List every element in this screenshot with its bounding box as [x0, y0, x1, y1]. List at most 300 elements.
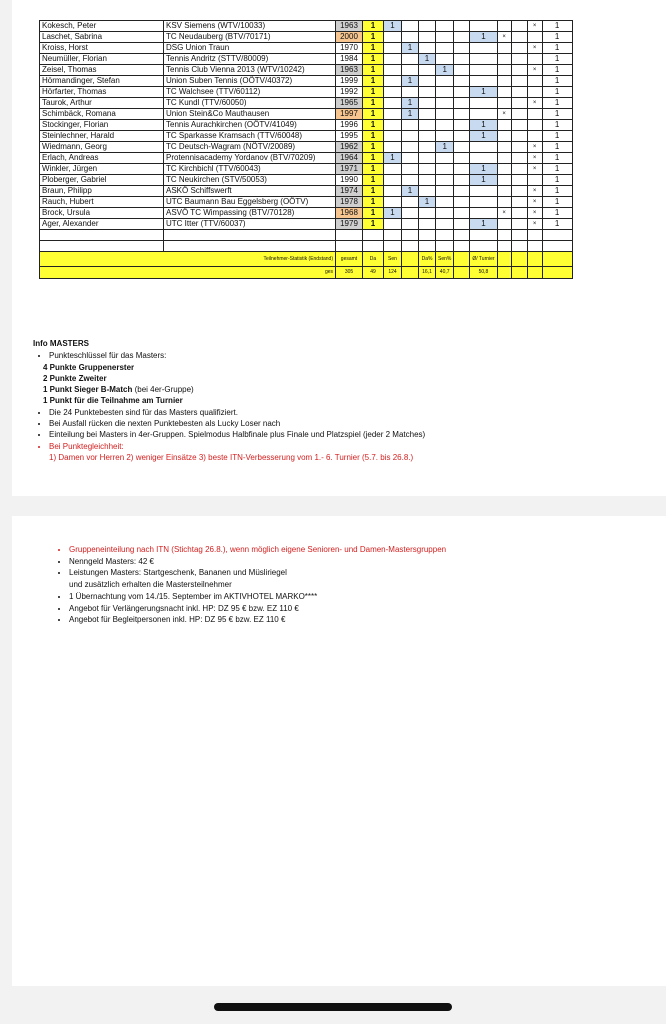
cell-col8 — [527, 54, 542, 65]
player-name: Neumüller, Florian — [40, 54, 164, 65]
tie-rule: 1) Damen vor Herren 2) weniger Einsätze 3) beste ITN-Verbesserung vom 1.- 6. Turnier (5.7. bis 26.8.) — [49, 452, 414, 462]
cell-col8: × — [527, 219, 542, 230]
cell-col4 — [419, 21, 436, 32]
birth-year: 2000 — [336, 32, 363, 43]
cell-col6 — [470, 21, 497, 32]
cell-col8 — [527, 32, 542, 43]
info2-bullet-hotel: • 1 Übernachtung vom 14./15. September im AKTIVHOTEL MARKO**** — [69, 591, 619, 603]
cell-col8 — [527, 87, 542, 98]
table-row — [40, 98, 573, 109]
stats-gen-label: ges — [40, 267, 336, 279]
cell-col3 — [402, 197, 419, 208]
cell-col3 — [402, 131, 419, 142]
player-name: Ager, Alexander — [40, 219, 164, 230]
cell-empty — [454, 32, 470, 43]
cell-col6: 1 — [470, 32, 497, 43]
player-name: Hörfarter, Thomas — [40, 87, 164, 98]
cell-col5 — [436, 98, 454, 109]
cell-col7 — [497, 54, 511, 65]
birth-year: 1965 — [336, 98, 363, 109]
cell-col3 — [402, 87, 419, 98]
cell-col4 — [419, 131, 436, 142]
cell-col4 — [419, 153, 436, 164]
cell-empty — [454, 175, 470, 186]
table-row — [40, 208, 573, 219]
player-name: Winkler, Jürgen — [40, 164, 164, 175]
cell-col6 — [470, 142, 497, 153]
cell-col4 — [419, 32, 436, 43]
cell-col6 — [470, 98, 497, 109]
table-row — [40, 43, 573, 54]
cell-col9: 1 — [542, 65, 572, 76]
player-name: Laschet, Sabrina — [40, 32, 164, 43]
cell-col2 — [384, 65, 402, 76]
cell-col1: 1 — [363, 109, 384, 120]
cell-empty — [454, 208, 470, 219]
stats-value-da: 49 — [363, 267, 384, 279]
birth-year: 1974 — [336, 186, 363, 197]
cell-col5 — [436, 219, 454, 230]
cell-col2 — [384, 32, 402, 43]
cell-col3: 1 — [402, 109, 419, 120]
cell-col4 — [419, 208, 436, 219]
cell-col5 — [436, 109, 454, 120]
cell-empty — [454, 54, 470, 65]
cell-col6: 1 — [470, 164, 497, 175]
stats-value-sen: 124 — [384, 267, 402, 279]
info-bullet-groups: • Einteilung bei Masters in 4er-Gruppen. Spielmodus Halbfinale plus Finale und Platzspiel (jeder 2 Matches) — [49, 429, 633, 440]
table-row — [40, 142, 573, 153]
cell-col2 — [384, 197, 402, 208]
cell-col6 — [470, 208, 497, 219]
club-name: DSG Union Traun — [164, 43, 336, 54]
cell-col6 — [470, 43, 497, 54]
birth-year: 1997 — [336, 109, 363, 120]
cell-empty — [454, 120, 470, 131]
cell-col3 — [402, 65, 419, 76]
cell-col2 — [384, 109, 402, 120]
cell-col9: 1 — [542, 164, 572, 175]
birth-year: 1999 — [336, 76, 363, 87]
cell-col2 — [384, 142, 402, 153]
cell-col1: 1 — [363, 175, 384, 186]
cell-col2 — [384, 164, 402, 175]
info-bullet-lucky-loser: • Bei Ausfall rücken die nexten Punktebesten als Lucky Loser nach — [49, 418, 633, 429]
cell-col4 — [419, 120, 436, 131]
cell-col4 — [419, 87, 436, 98]
cell-col7 — [497, 120, 511, 131]
cell-col3 — [402, 54, 419, 65]
cell-col4 — [419, 109, 436, 120]
cell-col3 — [402, 120, 419, 131]
cell-empty — [511, 65, 527, 76]
cell-col4 — [419, 142, 436, 153]
cell-col6 — [470, 65, 497, 76]
cell-col1: 1 — [363, 164, 384, 175]
birth-year: 1970 — [336, 43, 363, 54]
cell-col8 — [527, 131, 542, 142]
table-row — [40, 109, 573, 120]
club-name: Union Suben Tennis (OÖTV/40372) — [164, 76, 336, 87]
cell-empty — [454, 219, 470, 230]
cell-col6 — [470, 197, 497, 208]
cell-col5 — [436, 32, 454, 43]
player-name: Hörmandinger, Stefan — [40, 76, 164, 87]
cell-col4 — [419, 76, 436, 87]
birth-year: 1971 — [336, 164, 363, 175]
cell-empty — [511, 208, 527, 219]
document-page-1 — [12, 0, 666, 496]
cell-col4: 1 — [419, 54, 436, 65]
cell-empty — [511, 120, 527, 131]
cell-empty — [454, 142, 470, 153]
cell-empty — [454, 164, 470, 175]
cell-col5: 1 — [436, 65, 454, 76]
player-name: Zeisel, Thomas — [40, 65, 164, 76]
cell-col9: 1 — [542, 131, 572, 142]
player-name: Steinlechner, Harald — [40, 131, 164, 142]
cell-empty — [511, 175, 527, 186]
cell-empty — [454, 197, 470, 208]
cell-col7: × — [497, 208, 511, 219]
club-name: TC Kirchbichl (TTV/60043) — [164, 164, 336, 175]
cell-empty — [511, 186, 527, 197]
cell-col5 — [436, 43, 454, 54]
player-name: Kroiss, Horst — [40, 43, 164, 54]
stats-value-turnier: 50,8 — [470, 267, 497, 279]
cell-col8: × — [527, 43, 542, 54]
cell-col7 — [497, 87, 511, 98]
cell-col3 — [402, 142, 419, 153]
cell-col8 — [527, 76, 542, 87]
home-indicator[interactable] — [214, 1003, 452, 1011]
cell-col4: 1 — [419, 197, 436, 208]
cell-col5 — [436, 175, 454, 186]
cell-empty — [511, 142, 527, 153]
points-4: 4 Punkte Gruppenerster — [43, 362, 135, 372]
cell-col7: × — [497, 32, 511, 43]
cell-col7 — [497, 164, 511, 175]
player-name: Braun, Philipp — [40, 186, 164, 197]
cell-empty — [511, 219, 527, 230]
cell-empty — [511, 153, 527, 164]
cell-col3 — [402, 164, 419, 175]
player-name: Stockinger, Florian — [40, 120, 164, 131]
cell-col2 — [384, 219, 402, 230]
cell-col5 — [436, 54, 454, 65]
points-1-bmatch: 1 Punkt Sieger B-Match — [43, 385, 133, 395]
cell-col5 — [436, 120, 454, 131]
cell-col9: 1 — [542, 175, 572, 186]
cell-col8: × — [527, 186, 542, 197]
cell-col2 — [384, 120, 402, 131]
cell-col7: × — [497, 109, 511, 120]
cell-empty — [454, 153, 470, 164]
stats-header-senpct: Sen% — [436, 252, 454, 267]
table-row — [40, 131, 573, 142]
cell-col6 — [470, 186, 497, 197]
cell-col3 — [402, 208, 419, 219]
cell-col6 — [470, 153, 497, 164]
club-name: UTC Itter (TTV/60037) — [164, 219, 336, 230]
cell-col1: 1 — [363, 153, 384, 164]
club-name: UTC Baumann Bau Eggelsberg (OÖTV) — [164, 197, 336, 208]
club-name: TC Neukirchen (STV/50053) — [164, 175, 336, 186]
table-row — [40, 120, 573, 131]
cell-col9: 1 — [542, 87, 572, 98]
cell-col7 — [497, 98, 511, 109]
cell-empty — [511, 32, 527, 43]
results-table — [39, 20, 573, 279]
player-name: Taurok, Arthur — [40, 98, 164, 109]
table-row — [40, 153, 573, 164]
cell-col2: 1 — [384, 153, 402, 164]
cell-col6 — [470, 54, 497, 65]
player-name: Schimbäck, Romana — [40, 109, 164, 120]
cell-col3: 1 — [402, 98, 419, 109]
cell-col1: 1 — [363, 65, 384, 76]
cell-col2 — [384, 175, 402, 186]
cell-empty — [511, 131, 527, 142]
cell-col3: 1 — [402, 76, 419, 87]
cell-col3: 1 — [402, 43, 419, 54]
birth-year: 1979 — [336, 219, 363, 230]
cell-col1: 1 — [363, 120, 384, 131]
cell-col9: 1 — [542, 98, 572, 109]
cell-col9: 1 — [542, 219, 572, 230]
cell-col2 — [384, 43, 402, 54]
cell-empty — [454, 87, 470, 98]
club-name: TC Deutsch-Wagram (NÖTV/20089) — [164, 142, 336, 153]
cell-col1: 1 — [363, 219, 384, 230]
cell-col8 — [527, 175, 542, 186]
table-row — [40, 219, 573, 230]
cell-col3 — [402, 219, 419, 230]
cell-col1: 1 — [363, 54, 384, 65]
cell-col2 — [384, 131, 402, 142]
cell-col4 — [419, 186, 436, 197]
stats-value-gesamt: 305 — [336, 267, 363, 279]
cell-col5: 1 — [436, 142, 454, 153]
cell-col5 — [436, 197, 454, 208]
document-page-2 — [12, 516, 666, 986]
cell-col9: 1 — [542, 186, 572, 197]
player-name: Brock, Ursula — [40, 208, 164, 219]
cell-col1: 1 — [363, 98, 384, 109]
cell-col3 — [402, 21, 419, 32]
cell-col3 — [402, 32, 419, 43]
birth-year: 1984 — [336, 54, 363, 65]
cell-empty — [454, 43, 470, 54]
info-bullet-qualified: • Die 24 Punktebesten sind für das Masters qualifiziert. — [49, 407, 633, 418]
cell-empty — [454, 186, 470, 197]
player-name: Wiedmann, Georg — [40, 142, 164, 153]
cell-col7 — [497, 153, 511, 164]
club-name: ASKÖ Schiffswerft — [164, 186, 336, 197]
player-name: Rauch, Hubert — [40, 197, 164, 208]
stats-header-sen: Sen — [384, 252, 402, 267]
cell-col1: 1 — [363, 131, 384, 142]
club-name: TC Sparkasse Kramsach (TTV/60048) — [164, 131, 336, 142]
cell-col7 — [497, 131, 511, 142]
club-name: Protennisacademy Yordanov (BTV/70209) — [164, 153, 336, 164]
cell-col9: 1 — [542, 21, 572, 32]
cell-empty — [511, 87, 527, 98]
cell-col8 — [527, 120, 542, 131]
cell-empty — [511, 43, 527, 54]
cell-col1: 1 — [363, 197, 384, 208]
points-1-participation: 1 Punkt für die Teilnahme am Turnier — [43, 396, 183, 406]
cell-col7 — [497, 186, 511, 197]
cell-empty — [511, 197, 527, 208]
birth-year: 1968 — [336, 208, 363, 219]
cell-col5 — [436, 131, 454, 142]
club-name: ASVÖ TC Wimpassing (BTV/70128) — [164, 208, 336, 219]
cell-col8: × — [527, 21, 542, 32]
club-name: TC Neudauberg (BTV/70171) — [164, 32, 336, 43]
cell-col9: 1 — [542, 32, 572, 43]
points-key-label: • Punkteschlüssel für das Masters: — [49, 350, 633, 361]
table-row — [40, 164, 573, 175]
points-1-bmatch-note: (bei 4er-Gruppe) — [132, 385, 194, 395]
cell-col1: 1 — [363, 186, 384, 197]
cell-col9: 1 — [542, 153, 572, 164]
cell-col8 — [527, 109, 542, 120]
table-row — [40, 87, 573, 98]
cell-col2 — [384, 87, 402, 98]
points-2: 2 Punkte Zweiter — [43, 373, 107, 383]
cell-col9: 1 — [542, 120, 572, 131]
cell-col5 — [436, 208, 454, 219]
cell-col2 — [384, 54, 402, 65]
cell-col9: 1 — [542, 76, 572, 87]
cell-empty — [511, 54, 527, 65]
birth-year: 1963 — [336, 65, 363, 76]
info2-bullet-companions: • Angebot für Begleitpersonen inkl. HP: DZ 95 € bzw. EZ 110 € — [69, 614, 619, 626]
cell-col8: × — [527, 98, 542, 109]
cell-col9: 1 — [542, 43, 572, 54]
cell-col1: 1 — [363, 21, 384, 32]
birth-year: 1964 — [336, 153, 363, 164]
info2-bullet-groups: • Gruppeneinteilung nach ITN (Stichtag 26.8.), wenn möglich eigene Senioren- und Damen-Mastersgruppen — [69, 544, 619, 556]
info-masters — [33, 338, 633, 463]
club-name: TC Kundl (TTV/60050) — [164, 98, 336, 109]
cell-col6: 1 — [470, 175, 497, 186]
cell-col4 — [419, 65, 436, 76]
cell-col9: 1 — [542, 109, 572, 120]
table-body — [40, 21, 573, 230]
cell-col2 — [384, 186, 402, 197]
cell-col4 — [419, 219, 436, 230]
cell-col5 — [436, 87, 454, 98]
cell-col1: 1 — [363, 32, 384, 43]
info2-bullet-services: • Leistungen Masters: Startgeschenk, Bananen und Müsliriegel — [69, 567, 619, 579]
cell-col7 — [497, 175, 511, 186]
cell-col2: 1 — [384, 208, 402, 219]
cell-col9: 1 — [542, 197, 572, 208]
table-row — [40, 32, 573, 43]
cell-col7 — [497, 142, 511, 153]
birth-year: 1990 — [336, 175, 363, 186]
info-title: Info MASTERS — [33, 339, 89, 348]
cell-empty — [454, 109, 470, 120]
cell-empty — [511, 76, 527, 87]
cell-col8: × — [527, 208, 542, 219]
birth-year: 1992 — [336, 87, 363, 98]
table-row — [40, 186, 573, 197]
cell-empty — [511, 98, 527, 109]
info2-services-cont: und zusätzlich erhalten die Mastersteilnehmer — [69, 580, 232, 590]
info-masters-2 — [59, 544, 619, 626]
cell-col7 — [497, 197, 511, 208]
player-name: Ploberger, Gabriel — [40, 175, 164, 186]
cell-col1: 1 — [363, 142, 384, 153]
cell-col4 — [419, 43, 436, 54]
info2-bullet-fee: • Nenngeld Masters: 42 € — [69, 556, 619, 568]
cell-col6: 1 — [470, 120, 497, 131]
cell-empty — [454, 76, 470, 87]
cell-col5 — [436, 76, 454, 87]
cell-empty — [454, 98, 470, 109]
cell-col1: 1 — [363, 43, 384, 54]
cell-col3 — [402, 175, 419, 186]
cell-col8: × — [527, 153, 542, 164]
cell-col1: 1 — [363, 87, 384, 98]
player-name: Erlach, Andreas — [40, 153, 164, 164]
cell-col1: 1 — [363, 76, 384, 87]
cell-col6: 1 — [470, 131, 497, 142]
club-name: Tennis Aurachkirchen (OÖTV/41049) — [164, 120, 336, 131]
table-row — [40, 76, 573, 87]
cell-col5 — [436, 186, 454, 197]
cell-col6 — [470, 109, 497, 120]
club-name: KSV Siemens (WTV/10033) — [164, 21, 336, 32]
cell-col2: 1 — [384, 21, 402, 32]
cell-col3 — [402, 153, 419, 164]
birth-year: 1978 — [336, 197, 363, 208]
birth-year: 1996 — [336, 120, 363, 131]
club-name: Tennis Andritz (STTV/80009) — [164, 54, 336, 65]
cell-empty — [454, 65, 470, 76]
stats-header-dapct: Da% — [419, 252, 436, 267]
stats-header-row — [40, 252, 573, 267]
stats-label: Teilnehmer-Statistik (Endstand) — [40, 252, 336, 267]
cell-col7 — [497, 65, 511, 76]
cell-col7 — [497, 219, 511, 230]
player-name: Kokesch, Peter — [40, 21, 164, 32]
empty-row — [40, 241, 573, 252]
cell-col9: 1 — [542, 142, 572, 153]
cell-col8: × — [527, 164, 542, 175]
birth-year: 1963 — [336, 21, 363, 32]
stats-value-senpct: 40,7 — [436, 267, 454, 279]
stats-value-row — [40, 267, 573, 279]
table-footer — [40, 230, 573, 279]
stats-header-da: Da — [363, 252, 384, 267]
table-row — [40, 197, 573, 208]
cell-col1: 1 — [363, 208, 384, 219]
cell-empty — [511, 109, 527, 120]
info-bullet-tie: • Bei Punktegleichheit: — [49, 441, 633, 452]
table-row — [40, 65, 573, 76]
cell-col4 — [419, 164, 436, 175]
cell-col6: 1 — [470, 219, 497, 230]
cell-empty — [454, 21, 470, 32]
cell-col8: × — [527, 65, 542, 76]
club-name: TC Walchsee (TTV/60112) — [164, 87, 336, 98]
cell-col2 — [384, 98, 402, 109]
empty-row — [40, 230, 573, 241]
